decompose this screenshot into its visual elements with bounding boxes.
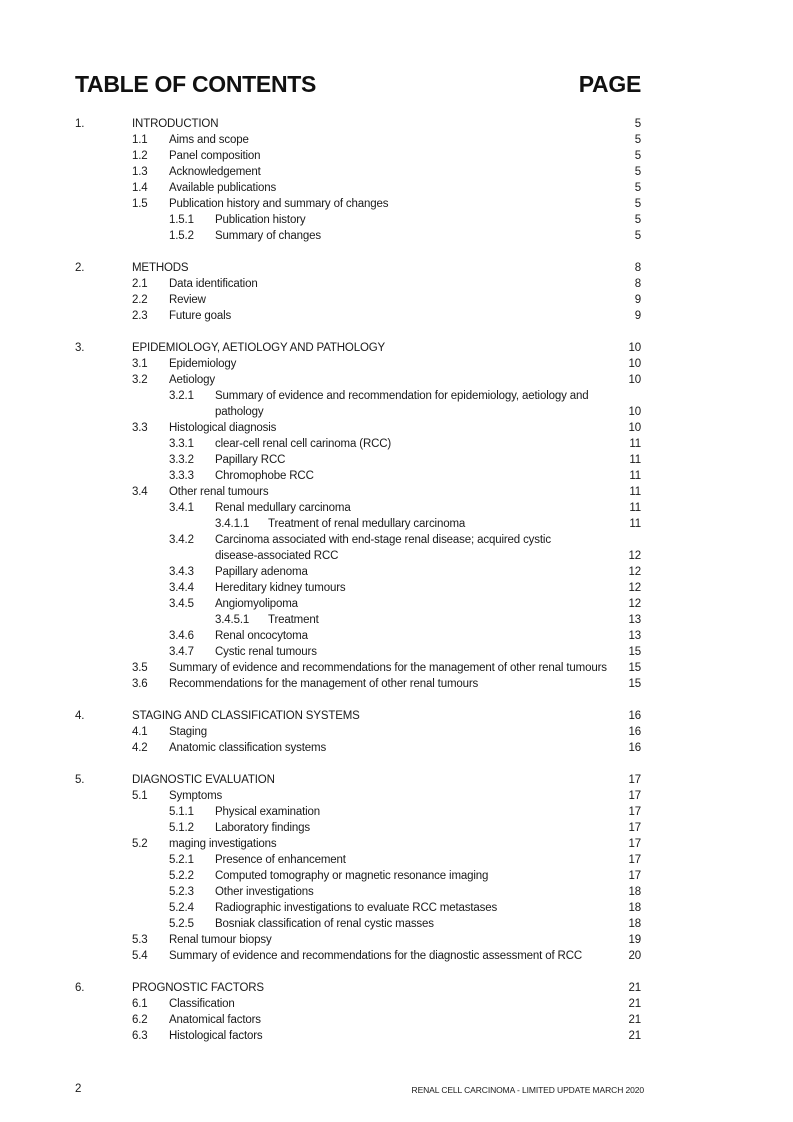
toc-entry-title: Other investigations bbox=[215, 886, 314, 898]
toc-entry-number: 1.4 bbox=[132, 182, 148, 194]
toc-entry-page: 18 bbox=[628, 886, 641, 898]
toc-entry-number: 1.5.2 bbox=[169, 230, 194, 242]
toc-entry-title: Publication history and summary of changes bbox=[169, 198, 389, 210]
toc-entry-title: Epidemiology bbox=[169, 358, 237, 370]
toc-entry-number: 5.2.3 bbox=[169, 886, 194, 898]
toc-entry-number: 3.3.3 bbox=[169, 470, 194, 482]
toc-entry[interactable] bbox=[0, 532, 793, 548]
toc-entry[interactable] bbox=[0, 388, 793, 404]
toc-entry-number: 3.3 bbox=[132, 422, 148, 434]
toc-entry[interactable] bbox=[0, 1012, 793, 1028]
toc-entry-page: 17 bbox=[628, 774, 641, 786]
toc-entry[interactable] bbox=[0, 1028, 793, 1044]
toc-entry-title: Radiographic investigations to evaluate RCC metastases bbox=[215, 902, 498, 914]
toc-entry[interactable] bbox=[0, 132, 793, 148]
toc-entry-number: 3.1 bbox=[132, 358, 148, 370]
toc-entry-number: 3.4.3 bbox=[169, 566, 194, 578]
toc-entry-number: 3.4.1.1 bbox=[215, 518, 250, 530]
toc-entry-page: 18 bbox=[628, 918, 641, 930]
toc-entry-page: 11 bbox=[629, 486, 641, 498]
toc-entry[interactable] bbox=[0, 548, 793, 564]
toc-entry-title: STAGING AND CLASSIFICATION SYSTEMS bbox=[132, 710, 360, 722]
toc-entry-title: Physical examination bbox=[215, 806, 321, 818]
page-column-heading: PAGE bbox=[578, 71, 641, 97]
toc-entry-page: 10 bbox=[628, 358, 641, 370]
toc-entry[interactable] bbox=[0, 276, 793, 292]
toc-entry-page: 17 bbox=[628, 838, 641, 850]
toc-entry-page: 21 bbox=[628, 998, 641, 1010]
table-of-contents bbox=[0, 116, 793, 1044]
toc-entry-number: 6. bbox=[75, 982, 85, 994]
toc-entry-page: 15 bbox=[628, 662, 641, 674]
toc-entry-number: 5. bbox=[75, 774, 85, 786]
toc-entry-title: Histological diagnosis bbox=[169, 422, 277, 434]
toc-entry-number: 3.2 bbox=[132, 374, 148, 386]
toc-entry[interactable] bbox=[0, 804, 793, 820]
toc-entry-title: pathology bbox=[215, 406, 264, 418]
toc-entry-title: Treatment of renal medullary carcinoma bbox=[268, 518, 466, 530]
toc-entry-page: 12 bbox=[628, 598, 641, 610]
toc-entry-number: 3.5 bbox=[132, 662, 148, 674]
footer-page-number: 2 bbox=[75, 1083, 82, 1095]
toc-entry-title: Available publications bbox=[169, 182, 277, 194]
toc-entry[interactable] bbox=[0, 404, 793, 420]
toc-entry-title: Renal oncocytoma bbox=[215, 630, 308, 642]
toc-entry-number: 5.2.5 bbox=[169, 918, 194, 930]
toc-entry-page: 15 bbox=[628, 646, 641, 658]
toc-entry-page: 11 bbox=[629, 470, 641, 482]
toc-entry-page: 5 bbox=[634, 118, 641, 130]
toc-entry-title: Publication history bbox=[215, 214, 306, 226]
toc-entry[interactable] bbox=[0, 884, 793, 900]
toc-entry-number: 3.4.6 bbox=[169, 630, 194, 642]
toc-entry-number: 3.4.2 bbox=[169, 534, 194, 546]
toc-entry-page: 21 bbox=[628, 1030, 641, 1042]
toc-entry[interactable] bbox=[0, 484, 793, 500]
toc-entry-page: 17 bbox=[628, 790, 641, 802]
toc-entry-title: Laboratory findings bbox=[215, 822, 310, 834]
toc-entry-number: 5.3 bbox=[132, 934, 148, 946]
toc-entry-number: 2.1 bbox=[132, 278, 148, 290]
toc-entry[interactable] bbox=[0, 820, 793, 836]
toc-entry-title: Aims and scope bbox=[169, 134, 249, 146]
toc-entry-number: 3.4.1 bbox=[169, 502, 194, 514]
toc-entry-title: Staging bbox=[169, 726, 207, 738]
toc-entry-number: 5.1.2 bbox=[169, 822, 194, 834]
toc-entry[interactable] bbox=[0, 740, 793, 756]
toc-entry-page: 12 bbox=[628, 566, 641, 578]
toc-entry-page: 18 bbox=[628, 902, 641, 914]
toc-entry-number: 3.4.5 bbox=[169, 598, 194, 610]
toc-entry-page: 16 bbox=[628, 710, 641, 722]
toc-entry-number: 5.1.1 bbox=[169, 806, 194, 818]
toc-entry-number: 3.4.5.1 bbox=[215, 614, 250, 626]
toc-entry[interactable] bbox=[0, 516, 793, 532]
toc-entry-page: 5 bbox=[634, 150, 641, 162]
toc-entry-page: 12 bbox=[628, 582, 641, 594]
toc-entry[interactable] bbox=[0, 340, 793, 356]
toc-entry-number: 1.1 bbox=[132, 134, 148, 146]
toc-entry-number: 5.2.2 bbox=[169, 870, 194, 882]
toc-entry-page: 13 bbox=[628, 614, 641, 626]
toc-entry-page: 10 bbox=[628, 342, 641, 354]
toc-entry[interactable] bbox=[0, 260, 793, 276]
toc-entry-title: Symptoms bbox=[169, 790, 223, 802]
toc-entry-page: 9 bbox=[634, 294, 641, 306]
toc-entry[interactable] bbox=[0, 644, 793, 660]
toc-entry-title: disease-associated RCC bbox=[215, 550, 339, 562]
toc-entry[interactable] bbox=[0, 676, 793, 692]
toc-entry-number: 6.3 bbox=[132, 1030, 148, 1042]
toc-entry-page: 10 bbox=[628, 422, 641, 434]
toc-entry-page: 21 bbox=[628, 982, 641, 994]
toc-entry-number: 4.1 bbox=[132, 726, 148, 738]
toc-entry-title: Aetiology bbox=[169, 374, 215, 386]
toc-entry-title: Panel composition bbox=[169, 150, 261, 162]
toc-entry[interactable] bbox=[0, 500, 793, 516]
toc-entry-page: 17 bbox=[628, 822, 641, 834]
toc-entry-page: 11 bbox=[629, 438, 641, 450]
toc-entry-title: Presence of enhancement bbox=[215, 854, 346, 866]
toc-entry-title: Renal tumour biopsy bbox=[169, 934, 272, 946]
toc-entry[interactable] bbox=[0, 628, 793, 644]
toc-entry-number: 5.2 bbox=[132, 838, 148, 850]
toc-entry-page: 9 bbox=[634, 310, 641, 322]
toc-entry-number: 6.1 bbox=[132, 998, 148, 1010]
toc-entry-page: 5 bbox=[634, 198, 641, 210]
toc-entry-page: 19 bbox=[628, 934, 641, 946]
toc-entry-title: Carcinoma associated with end-stage renal disease; acquired cystic bbox=[215, 534, 551, 546]
toc-entry-number: 3.4.7 bbox=[169, 646, 194, 658]
toc-entry-number: 4.2 bbox=[132, 742, 148, 754]
toc-entry-number: 3.4 bbox=[132, 486, 148, 498]
toc-entry-number: 3.2.1 bbox=[169, 390, 194, 402]
toc-heading: TABLE OF CONTENTS bbox=[75, 71, 317, 97]
toc-entry-page: 5 bbox=[634, 182, 641, 194]
toc-entry-number: 5.2.4 bbox=[169, 902, 194, 914]
toc-entry-title: Anatomic classification systems bbox=[169, 742, 327, 754]
toc-entry-number: 6.2 bbox=[132, 1014, 148, 1026]
toc-entry[interactable] bbox=[0, 468, 793, 484]
toc-entry[interactable] bbox=[0, 436, 793, 452]
toc-entry-title: Other renal tumours bbox=[169, 486, 269, 498]
toc-entry[interactable] bbox=[0, 836, 793, 852]
toc-entry-page: 17 bbox=[628, 870, 641, 882]
footer-running-title: RENAL CELL CARCINOMA - LIMITED UPDATE MARCH 2020 bbox=[411, 1085, 644, 1095]
toc-entry-number: 5.1 bbox=[132, 790, 148, 802]
toc-entry[interactable] bbox=[0, 596, 793, 612]
toc-entry-page: 16 bbox=[628, 742, 641, 754]
toc-entry-page: 15 bbox=[628, 678, 641, 690]
toc-entry[interactable] bbox=[0, 228, 793, 244]
toc-entry[interactable] bbox=[0, 612, 793, 628]
toc-entry-page: 11 bbox=[629, 518, 641, 530]
toc-entry-page: 11 bbox=[629, 454, 641, 466]
toc-entry[interactable] bbox=[0, 580, 793, 596]
toc-entry-number: 2.2 bbox=[132, 294, 148, 306]
toc-entry-title: EPIDEMIOLOGY, AETIOLOGY AND PATHOLOGY bbox=[132, 342, 386, 354]
toc-entry-page: 17 bbox=[628, 806, 641, 818]
toc-entry-page: 5 bbox=[634, 134, 641, 146]
toc-entry-page: 13 bbox=[628, 630, 641, 642]
toc-entry-page: 11 bbox=[629, 502, 641, 514]
toc-entry-title: Summary of evidence and recommendations for the diagnostic assessment of RCC bbox=[169, 950, 583, 962]
toc-entry-title: Papillary RCC bbox=[215, 454, 286, 466]
toc-entry-number: 5.4 bbox=[132, 950, 148, 962]
toc-entry-number: 1.5 bbox=[132, 198, 148, 210]
toc-entry[interactable] bbox=[0, 564, 793, 580]
toc-entry[interactable] bbox=[0, 660, 793, 676]
toc-entry[interactable] bbox=[0, 292, 793, 308]
toc-entry-title: Summary of evidence and recommendation for epidemiology, aetiology and bbox=[215, 390, 589, 402]
toc-entry-number: 1.5.1 bbox=[169, 214, 194, 226]
toc-entry-title: Renal medullary carcinoma bbox=[215, 502, 351, 514]
toc-entry[interactable] bbox=[0, 180, 793, 196]
toc-entry-page: 5 bbox=[634, 166, 641, 178]
toc-entry-title: DIAGNOSTIC EVALUATION bbox=[132, 774, 275, 786]
toc-entry-page: 21 bbox=[628, 1014, 641, 1026]
toc-entry[interactable] bbox=[0, 772, 793, 788]
toc-entry-title: Chromophobe RCC bbox=[215, 470, 314, 482]
toc-entry-title: Cystic renal tumours bbox=[215, 646, 317, 658]
toc-entry-number: 1.2 bbox=[132, 150, 148, 162]
toc-entry-page: 12 bbox=[628, 550, 641, 562]
toc-entry-title: Bosniak classification of renal cystic masses bbox=[215, 918, 434, 930]
toc-entry[interactable] bbox=[0, 788, 793, 804]
toc-entry[interactable] bbox=[0, 116, 793, 132]
toc-entry[interactable] bbox=[0, 452, 793, 468]
toc-entry[interactable] bbox=[0, 852, 793, 868]
toc-entry-title: Classification bbox=[169, 998, 235, 1010]
toc-entry-number: 3. bbox=[75, 342, 85, 354]
toc-entry-title: Recommendations for the management of other renal tumours bbox=[169, 678, 479, 690]
toc-entry-title: METHODS bbox=[132, 262, 189, 274]
toc-entry[interactable] bbox=[0, 724, 793, 740]
toc-entry-number: 4. bbox=[75, 710, 85, 722]
toc-entry-page: 5 bbox=[634, 214, 641, 226]
toc-entry[interactable] bbox=[0, 996, 793, 1012]
toc-entry-page: 8 bbox=[634, 262, 641, 274]
toc-entry-title: maging investigations bbox=[169, 838, 277, 850]
toc-entry-title: Summary of changes bbox=[215, 230, 321, 242]
toc-entry-title: Treatment bbox=[268, 614, 319, 626]
toc-entry[interactable] bbox=[0, 708, 793, 724]
toc-entry-title: Review bbox=[169, 294, 206, 306]
toc-entry[interactable] bbox=[0, 356, 793, 372]
toc-entry-number: 5.2.1 bbox=[169, 854, 194, 866]
toc-entry-title: Data identification bbox=[169, 278, 258, 290]
toc-entry[interactable] bbox=[0, 308, 793, 324]
toc-entry-number: 1. bbox=[75, 118, 85, 130]
toc-entry-title: Hereditary kidney tumours bbox=[215, 582, 346, 594]
toc-entry[interactable] bbox=[0, 980, 793, 996]
toc-entry-page: 5 bbox=[634, 230, 641, 242]
toc-entry-title: Papillary adenoma bbox=[215, 566, 308, 578]
toc-entry[interactable] bbox=[0, 420, 793, 436]
toc-entry-title: PROGNOSTIC FACTORS bbox=[132, 982, 264, 994]
toc-entry[interactable] bbox=[0, 164, 793, 180]
toc-entry-number: 2.3 bbox=[132, 310, 148, 322]
toc-entry-number: 1.3 bbox=[132, 166, 148, 178]
toc-entry-page: 20 bbox=[628, 950, 641, 962]
toc-entry-number: 3.3.2 bbox=[169, 454, 194, 466]
toc-entry-title: Angiomyolipoma bbox=[215, 598, 298, 610]
toc-entry[interactable] bbox=[0, 948, 793, 964]
toc-entry-number: 3.6 bbox=[132, 678, 148, 690]
toc-entry-title: Acknowledgement bbox=[169, 166, 261, 178]
toc-entry-title: INTRODUCTION bbox=[132, 118, 219, 130]
toc-entry[interactable] bbox=[0, 932, 793, 948]
toc-entry-title: clear-cell renal cell carinoma (RCC) bbox=[215, 438, 392, 450]
toc-entry-number: 2. bbox=[75, 262, 85, 274]
toc-entry-number: 3.4.4 bbox=[169, 582, 194, 594]
toc-entry[interactable] bbox=[0, 372, 793, 388]
toc-entry-title: Anatomical factors bbox=[169, 1014, 261, 1026]
toc-entry-title: Histological factors bbox=[169, 1030, 263, 1042]
toc-entry[interactable] bbox=[0, 900, 793, 916]
toc-entry-page: 8 bbox=[634, 278, 641, 290]
toc-entry-title: Summary of evidence and recommendations for the management of other renal tumours bbox=[169, 662, 607, 674]
toc-entry[interactable] bbox=[0, 212, 793, 228]
toc-entry-page: 16 bbox=[628, 726, 641, 738]
toc-entry[interactable] bbox=[0, 148, 793, 164]
toc-entry-page: 10 bbox=[628, 406, 641, 418]
toc-entry-page: 10 bbox=[628, 374, 641, 386]
toc-entry[interactable] bbox=[0, 196, 793, 212]
toc-entry-number: 3.3.1 bbox=[169, 438, 194, 450]
toc-entry-title: Computed tomography or magnetic resonance imaging bbox=[215, 870, 489, 882]
toc-entry[interactable] bbox=[0, 868, 793, 884]
toc-entry-title: Future goals bbox=[169, 310, 232, 322]
toc-entry[interactable] bbox=[0, 916, 793, 932]
toc-entry-page: 17 bbox=[628, 854, 641, 866]
